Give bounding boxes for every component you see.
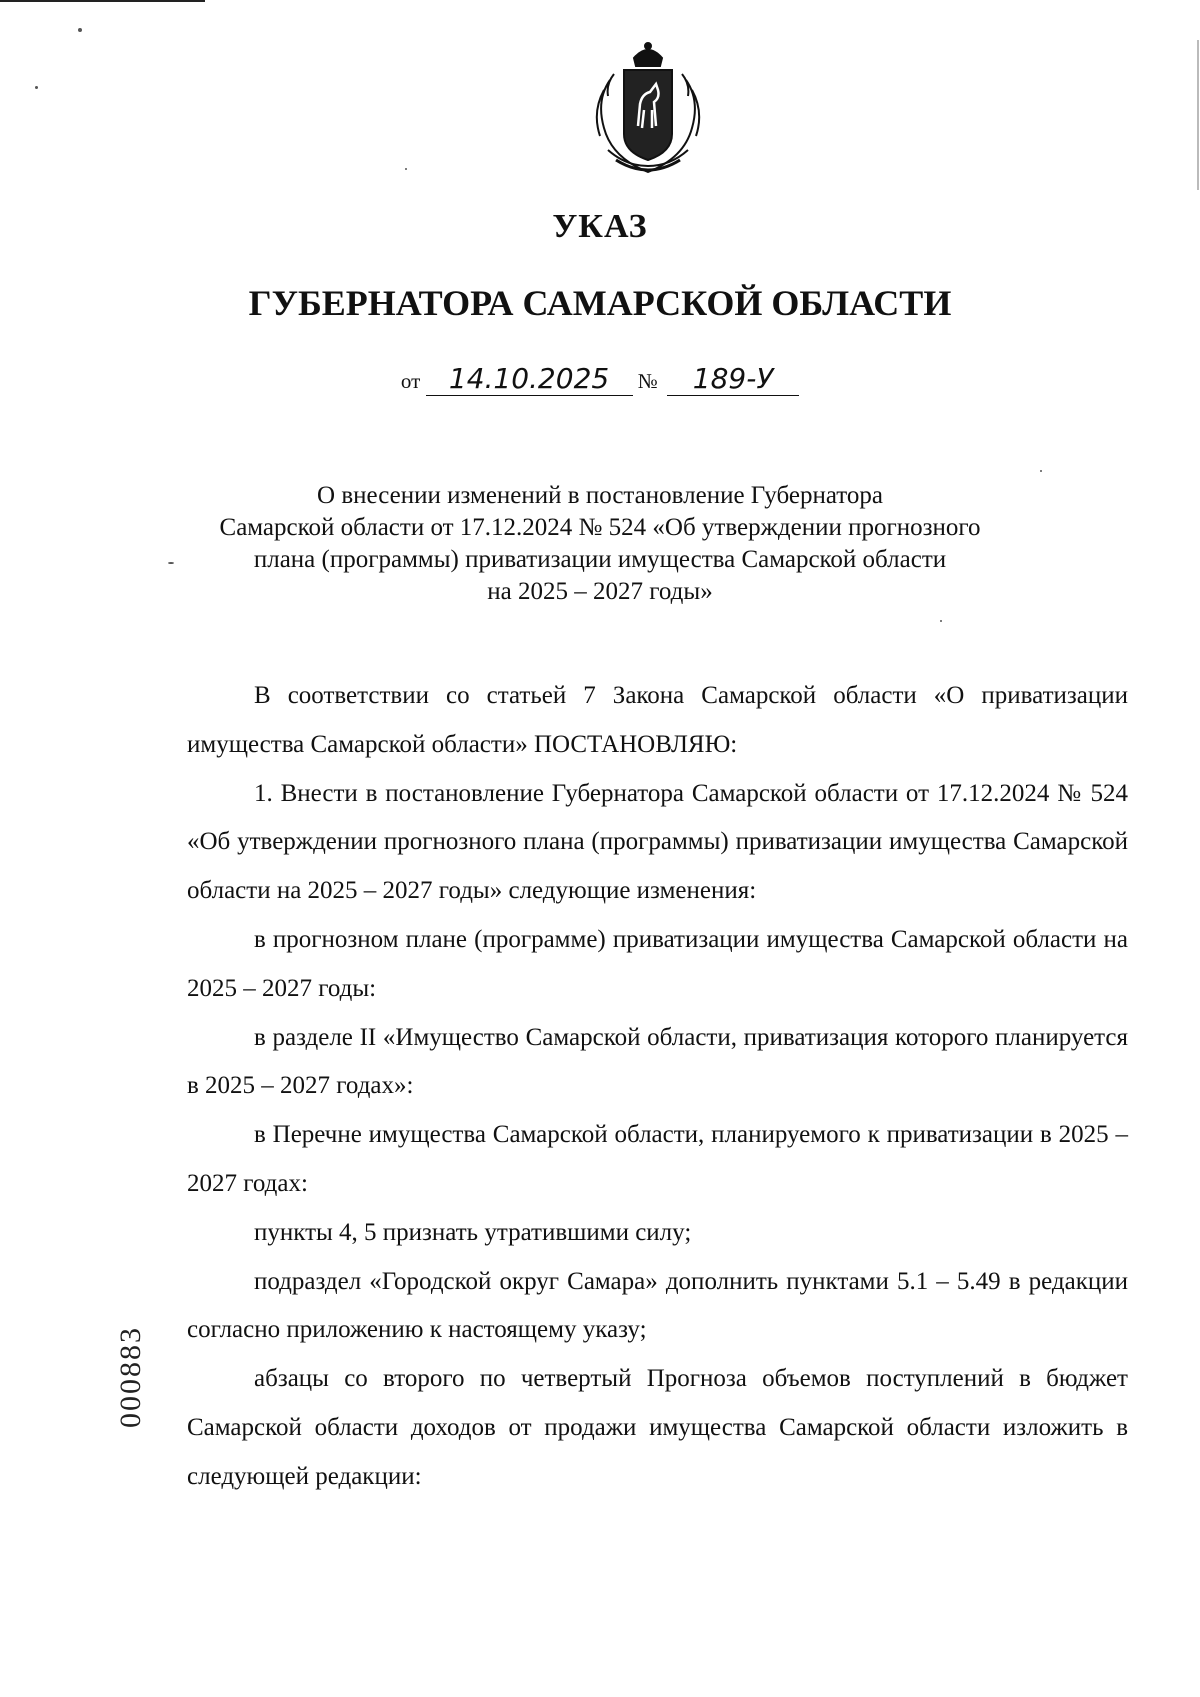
handwritten-number: 189-У xyxy=(667,363,799,396)
scan-edge-line xyxy=(0,0,205,2)
date-number-line xyxy=(0,363,1200,396)
body-paragraph: в прогнозном плане (программе) приватизации имущества Самарской области на 2025 – 2027 годы: xyxy=(187,925,1128,1002)
number-label: № xyxy=(637,369,658,393)
body-paragraph: В соответствии со статьей 7 Закона Самарской области «О приватизации имущества Самарской области» ПОСТАНОВЛЯЮ: xyxy=(187,682,1128,758)
registration-stamp-number: 000883 xyxy=(114,1326,147,1428)
decree-body xyxy=(187,672,1128,1502)
body-paragraph: подраздел «Городской округ Самара» дополнить пунктами 5.1 – 5.49 в редакции согласно приложению к настоящему указу; xyxy=(187,1267,1128,1344)
scan-speck xyxy=(35,86,38,89)
subject-line: О внесении изменений в постановление Губернатора xyxy=(317,482,883,509)
body-paragraph: пункты 4, 5 признать утратившими силу; xyxy=(254,1218,692,1246)
body-paragraph: в разделе II «Имущество Самарской области, приватизация которого планируется в 2025 – 2027 годах»: xyxy=(187,1023,1128,1100)
date-label: от xyxy=(400,369,421,393)
scan-speck xyxy=(78,28,82,32)
scan-edge-mark xyxy=(1197,40,1199,190)
body-paragraph: в Перечне имущества Самарской области, планируемого к приватизации в 2025 – 2027 годах: xyxy=(187,1121,1128,1197)
scan-speck xyxy=(940,620,942,622)
scan-speck xyxy=(1040,470,1042,472)
decree-subject xyxy=(200,480,1000,608)
scan-speck xyxy=(168,562,174,564)
body-paragraph: абзацы со второго по четвертый Прогноза объемов поступлений в бюджет Самарской области доходов от продажи имущества Самарской области изложить в следующей редакции: xyxy=(187,1365,1128,1490)
scan-speck xyxy=(405,168,407,170)
coat-of-arms-icon xyxy=(586,40,710,180)
subject-line: плана (программы) приватизации имущества Самарской области xyxy=(253,546,947,573)
document-title: УКАЗ xyxy=(552,208,648,245)
body-paragraph: 1. Внести в постановление Губернатора Самарской области от 17.12.2024 № 524 «Об утверждении прогнозного плана (программы) приватизации имущества Самарской области на 2025 – 2027 годы» следующие изменения: xyxy=(187,779,1128,905)
subject-line: на 2025 – 2027 годы» xyxy=(487,578,713,605)
subject-line: Самарской области от 17.12.2024 № 524 «Об утверждении прогнозного xyxy=(219,514,981,541)
handwritten-date: 14.10.2025 xyxy=(426,363,633,396)
document-subtitle: ГУБЕРНАТОРА САМАРСКОЙ ОБЛАСТИ xyxy=(248,283,952,323)
